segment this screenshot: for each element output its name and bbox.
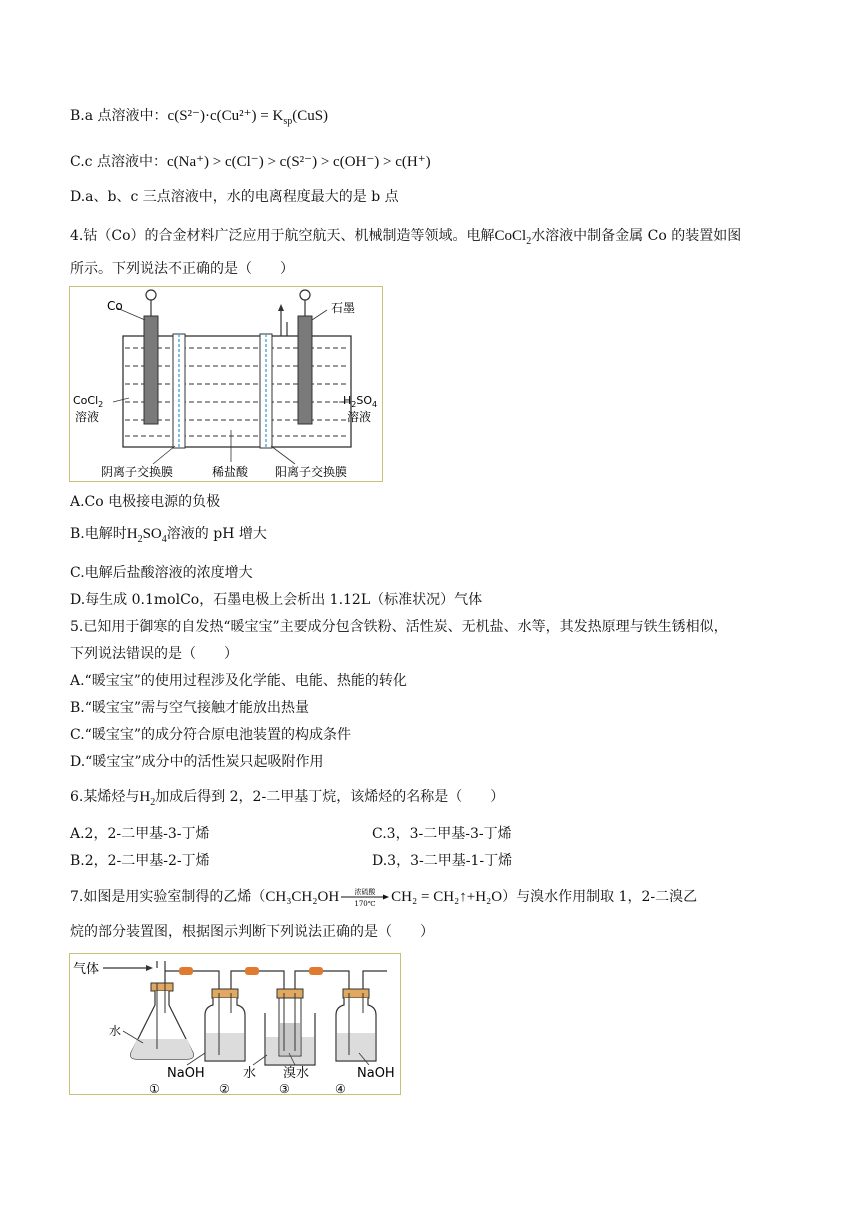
label-cation-exchange-membrane: 阳离子交换膜 xyxy=(275,465,348,479)
label-graphite-electrode: 石墨 xyxy=(331,301,356,315)
label-naoh-bottle2: NaOH xyxy=(167,1066,205,1081)
label-number-3: ③ xyxy=(279,1082,290,1095)
q3-option-c: C.c 点溶液中：c(Na⁺) > c(Cl⁻) > c(S²⁻) > c(OH⁻) > c(H⁺) xyxy=(70,154,431,170)
label-water-flask1: 水 xyxy=(109,1024,122,1038)
label-h2so4-formula: $H_2SO_4$ xyxy=(343,394,378,409)
q6-option-b: B.2，2-二甲基-2-丁烯 xyxy=(70,853,210,869)
label-number-4: ④ xyxy=(335,1082,346,1095)
label-naoh-bottle4: NaOH xyxy=(357,1066,395,1081)
ethylene-bromination-apparatus-figure xyxy=(69,953,401,1095)
q5-option-a: A.“暖宝宝”的使用过程涉及化学能、电能、热能的转化 xyxy=(70,673,407,689)
label-number-1: ① xyxy=(149,1082,160,1095)
q3-option-b-equation: $c(S^{2-})\cdot c(Cu^{2+}) = K_{sp}(CuS)$ xyxy=(167,108,329,127)
q6-option-c: C.3，3-二甲基-3-丁烯 xyxy=(372,826,512,842)
q4-stem-line1: 4.钴（Co）的合金材料广泛应用于航空航天、机械制造等领域。电解CoCl$_2$水溶液中制备金属 Co 的装置如图 xyxy=(70,228,742,247)
q7-stem-line1: 7.如图是用实验室制得的乙烯（CH₃CH₂OH 浓硫酸 170℃ CH₂ = CH₂↑+H₂O）与溴水作用制取 1，2-二溴乙 xyxy=(70,888,698,907)
q4-option-c: C.电解后盐酸溶液的浓度增大 xyxy=(70,565,253,581)
q7-stem-line2: 烷的部分装置图，根据图示判断下列说法正确的是（ ） xyxy=(70,924,434,940)
label-cocl2-formula: CoCl$_2$ xyxy=(73,394,104,409)
q5-stem-line1: 5.已知用于御寒的自发热“暖宝宝”主要成分包含铁粉、活性炭、无机盐、水等，其发热原理与铁生锈相似， xyxy=(70,619,728,635)
q6-option-a: A.2，2-二甲基-3-丁烯 xyxy=(70,826,210,842)
q7-equation-right: CH₂ = CH₂↑+H₂O xyxy=(391,889,503,905)
q4-stem-line2: 所示。下列说法不正确的是（ ） xyxy=(70,261,294,277)
q3-option-c-equation: c(Na⁺) > c(Cl⁻) > c(S²⁻) > c(OH⁻) > c(H⁺) xyxy=(166,154,431,170)
q7-equation-left: CH₃CH₂OH xyxy=(265,889,340,905)
label-number-2: ② xyxy=(219,1082,230,1095)
q3-option-b: B.a 点溶液中：$c(S^{2-})\cdot c(Cu^{2+}) = K_{sp}(CuS)$ xyxy=(70,108,329,127)
label-bromine-water: 溴水 xyxy=(283,1066,310,1081)
q5-option-b: B.“暖宝宝”需与空气接触才能放出热量 xyxy=(70,700,310,716)
q4-option-d: D.每生成 0.1molCo，石墨电极上会析出 1.12L（标准状况）气体 xyxy=(70,592,483,608)
apparatus-diagram xyxy=(69,953,401,1095)
q5-stem-line2: 下列说法错误的是（ ） xyxy=(70,646,238,662)
q4-option-a: A.Co 电极接电源的负极 xyxy=(70,494,221,510)
q5-option-d: D.“暖宝宝”成分中的活性炭只起吸附作用 xyxy=(70,754,324,770)
label-h2so4-solution: 溶液 xyxy=(347,410,372,424)
label-water-bottle3: 水 xyxy=(243,1066,257,1081)
electrolysis-cell-diagram xyxy=(69,286,383,482)
q5-option-c: C.“暖宝宝”的成分符合原电池装置的构成条件 xyxy=(70,727,351,743)
label-anion-exchange-membrane: 阴离子交换膜 xyxy=(101,465,174,479)
q3-option-d: D.a、b、c 三点溶液中，水的电离程度最大的是 b 点 xyxy=(70,189,399,205)
electrolysis-cell-figure xyxy=(69,286,383,482)
label-dilute-hcl: 稀盐酸 xyxy=(212,465,249,479)
q7-condition-top: 浓硫酸 xyxy=(354,888,376,896)
q7-reaction-arrow xyxy=(339,887,391,907)
q6-option-d: D.3，3-二甲基-1-丁烯 xyxy=(372,853,513,869)
label-gas-inlet: 气体 xyxy=(73,962,100,977)
label-co-electrode: Co xyxy=(107,299,123,313)
q6-stem: 6.某烯烃与$H_2$加成后得到 2，2-二甲基丁烷，该烯烃的名称是（ ） xyxy=(70,789,505,808)
q4-option-b: B.电解时$H_2SO_4$溶液的 pH 增大 xyxy=(70,526,267,545)
q7-condition-bottom: 170℃ xyxy=(354,900,376,907)
label-cocl2-solution: 溶液 xyxy=(75,410,100,424)
